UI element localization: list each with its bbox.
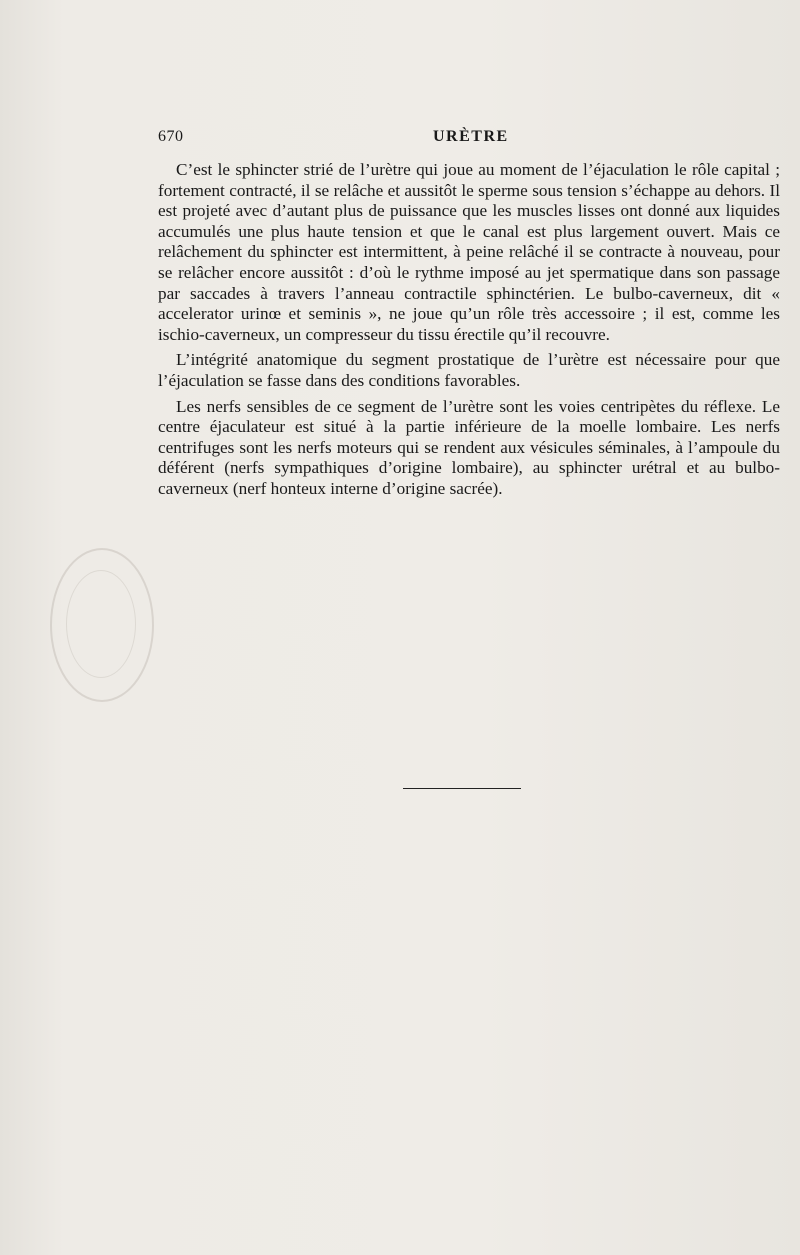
paragraph-nerves: Les nerfs sensibles de ce segment de l’urètre sont les voies centripètes du réflexe. Le centre éjaculateur est situé à la partie inférieure de la moelle lombaire. Les nerfs centrifuges sont les nerfs moteurs qui se rendent aux vésicules séminales, à l’ampoule du déférent (nerfs sympathiques d’origine lombaire), au sphincter urétral et au bulbo-caverneux (nerf honteux interne d’origine sacrée).	[158, 396, 780, 498]
page-header	[158, 128, 778, 150]
paragraph-integrity: L’intégrité anatomique du segment prostatique de l’urètre est nécessaire pour que l’éjaculation se fasse dans des conditions favorables.	[158, 350, 780, 390]
paragraph-sphincter: C’est le sphincter strié de l’urètre qui joue au moment de l’éjaculation le rôle capital ; fortement contracté, il se relâche et aussitôt le sperme sous tension s’échappe au dehors. Il est projeté avec d’autant plus de puissance que les muscles lisses ont donné aux liquides accumulés une plus haute tension et que le canal est plus largement ouvert. Mais ce relâchement du sphincter est intermittent, à peine relâché il se contracte à nouveau, pour se relâcher encore aussitôt : d’où le rythme imposé au jet spermatique dans son passage par saccades à travers l’anneau contractile sphinctérien. Le bulbo-caverneux, dit « accelerator urinœ et seminis », ne joue qu’un rôle très accessoire ; il est, comme les ischio-caverneux, un compresseur du tissu érectile qu’il recouvre.	[158, 160, 780, 344]
running-title: URÈTRE	[433, 128, 509, 145]
body-text	[158, 160, 780, 505]
section-divider	[403, 788, 521, 789]
library-stamp	[50, 548, 154, 702]
page-number: 670	[158, 128, 184, 145]
